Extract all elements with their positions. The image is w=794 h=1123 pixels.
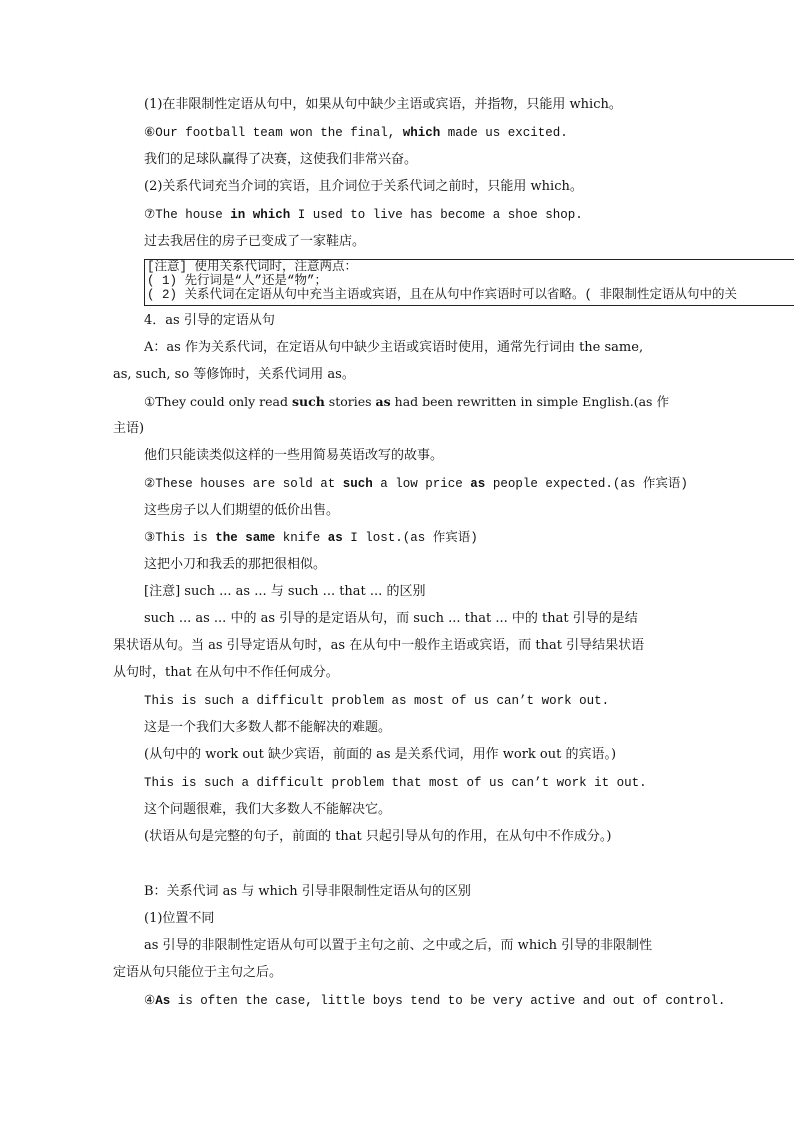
example-text: ②These houses are sold at	[144, 477, 343, 491]
example-1	[144, 394, 669, 410]
example-keyword: As	[155, 994, 171, 1008]
example-keyword: such	[292, 394, 325, 409]
note-line-1: [注意] 使用关系代词时，注意两点：	[147, 260, 358, 274]
section-heading: 4．as 引导的定语从句	[144, 313, 275, 328]
rule-2-text: (2)关系代词充当介词的宾语，且介词位于关系代词之前时，只能用 which。	[144, 179, 583, 194]
example-number: ④	[144, 994, 156, 1008]
paragraph-line: such ... as ... 中的 as 引导的是定语从句，而 such ... that ... 中的 that 引导的是结	[144, 611, 638, 626]
example-text: ③This is	[144, 531, 216, 545]
example-2	[144, 476, 688, 492]
translation-6: 我们的足球队赢得了决赛，这使我们非常兴奋。	[144, 152, 418, 167]
note-line-3: ( 2) 关系代词在定语从句中充当主语或宾语，且在从句中作宾语时可以省略。( 非限制性定语从句中的关	[147, 288, 738, 302]
example-text: a low price	[372, 477, 471, 491]
paragraph-line: 果状语从句。当 as 引导定语从句时，as 在从句中一般作主语或宾语，而 that 引导结果状语	[113, 638, 645, 653]
example-6	[144, 125, 568, 141]
example-keyword: such	[342, 477, 373, 491]
example-3	[144, 530, 478, 546]
example-b4	[144, 993, 725, 1009]
note-box	[144, 259, 794, 306]
paragraph-line: as, such, so 等修饰时，关系代词用 as。	[113, 367, 355, 382]
example-4: This is such a difficult problem as most of us can’t work out.	[144, 694, 610, 708]
example-text: Our football team won the final,	[155, 126, 403, 140]
example-keyword: as	[327, 531, 343, 545]
example-text: made us excited.	[440, 126, 568, 140]
note-line-2: ( 1) 先行词是“人”还是“物”；	[147, 274, 328, 288]
translation-5: 这个问题很难，我们大多数人不能解决它。	[144, 802, 392, 817]
example-keyword: as	[375, 394, 391, 409]
translation-4: 这是一个我们大多数人都不能解决的难题。	[144, 720, 392, 735]
paragraph-line: 定语从句只能位于主句之后。	[113, 965, 283, 980]
example-keyword: the same	[215, 531, 276, 545]
example-text: knife	[275, 531, 328, 545]
example-5: This is such a difficult problem that most of us can’t work it out.	[144, 776, 647, 790]
example-keyword: in which	[230, 208, 291, 222]
example-number: ⑥	[144, 126, 156, 140]
paragraph-line: as 引导的非限制性定语从句可以置于主句之前、之中或之后，而 which 引导的非限制性	[144, 938, 653, 953]
example-number: ⑦	[144, 208, 156, 222]
example-7	[144, 207, 583, 223]
explanation-5: (状语从句是完整的句子，前面的 that 只起引导从句的作用，在从句中不作成分。)	[144, 829, 612, 844]
paragraph-line: 从句时，that 在从句中不作任何成分。	[113, 665, 339, 680]
example-text: stories	[324, 394, 376, 409]
example-text: I used to live has become a shoe shop.	[290, 208, 583, 222]
example-text: I lost.(as 作宾语)	[342, 531, 478, 545]
explanation-4: (从句中的 work out 缺少宾语，前面的 as 是关系代词，用作 work out 的宾语。)	[144, 747, 617, 762]
example-text: is often the case, little boys tend to be very active and out of control.	[170, 994, 726, 1008]
translation-1: 他们只能读类似这样的一些用简易英语改写的故事。	[144, 448, 444, 463]
example-text: had been rewritten in simple English.(as 作	[390, 394, 669, 409]
example-1-cont: 主语)	[113, 421, 145, 436]
example-text: people expected.(as 作宾语)	[485, 477, 688, 491]
paragraph-line: A：as 作为关系代词，在定语从句中缺少主语或宾语时使用，通常先行词由 the same,	[144, 340, 644, 355]
rule-1-text: (1)在非限制性定语从句中，如果从句中缺少主语或宾语，并指物，只能用 which。	[144, 97, 622, 112]
subheading-1: (1)位置不同	[144, 911, 215, 926]
example-text: The house	[155, 208, 231, 222]
translation-3: 这把小刀和我丢的那把很相似。	[144, 557, 327, 572]
example-text: ①They could only read	[144, 394, 292, 409]
translation-7: 过去我居住的房子已变成了一家鞋店。	[144, 234, 366, 249]
example-keyword: as	[470, 477, 486, 491]
section-heading-b: B：关系代词 as 与 which 引导非限制性定语从句的区别	[144, 884, 471, 899]
translation-2: 这些房子以人们期望的低价出售。	[144, 503, 340, 518]
example-keyword: which	[402, 126, 441, 140]
note-heading: [注意] such ... as ... 与 such ... that ... 的区别	[144, 584, 426, 599]
